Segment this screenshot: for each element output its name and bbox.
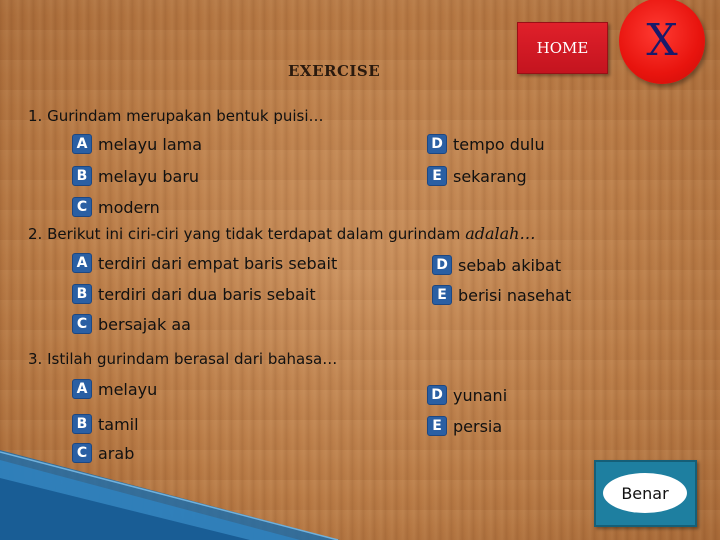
page-title: EXERCISE <box>288 62 381 80</box>
option-letter-badge: C <box>72 314 92 334</box>
option-letter-badge: C <box>72 197 92 217</box>
question-2-main: 2. Berikut ini ciri-ciri yang tidak terdapat dalam gurindam <box>28 225 466 243</box>
option-text: tamil <box>98 414 139 434</box>
option-letter-badge: B <box>72 284 92 304</box>
option-text: persia <box>453 416 503 436</box>
question-2-emphasis: adalah… <box>465 224 536 243</box>
q2-option-a[interactable] <box>72 253 337 273</box>
option-letter-badge: D <box>427 134 447 154</box>
option-text: melayu lama <box>98 134 203 154</box>
option-text: melayu <box>98 379 158 399</box>
option-text: sekarang <box>453 166 527 186</box>
option-letter-badge: A <box>72 253 92 273</box>
q2-option-e[interactable] <box>432 285 571 305</box>
option-letter-badge: B <box>72 166 92 186</box>
option-text: terdiri dari empat baris sebait <box>98 253 338 273</box>
option-text: berisi nasehat <box>458 285 572 305</box>
option-letter-badge: E <box>427 166 447 186</box>
q3-option-b[interactable] <box>72 414 139 434</box>
q3-option-d[interactable] <box>427 385 507 405</box>
benar-label: Benar <box>603 473 687 513</box>
q1-option-e[interactable] <box>427 166 527 186</box>
option-text: sebab akibat <box>458 255 562 275</box>
question-3-text: 3. Istilah gurindam berasal dari bahasa… <box>28 350 338 368</box>
question-1-text: 1. Gurindam merupakan bentuk puisi… <box>28 107 324 125</box>
option-letter-badge: D <box>432 255 452 275</box>
option-text: bersajak aa <box>98 314 191 334</box>
option-letter-badge: A <box>72 134 92 154</box>
option-text: melayu baru <box>98 166 200 186</box>
option-letter-badge: E <box>427 416 447 436</box>
option-text: tempo dulu <box>453 134 545 154</box>
option-letter-badge: A <box>72 379 92 399</box>
option-text: arab <box>98 443 135 463</box>
q2-option-d[interactable] <box>432 255 561 275</box>
close-button[interactable]: X <box>619 0 705 84</box>
option-text: yunani <box>453 385 508 405</box>
option-letter-badge: E <box>432 285 452 305</box>
q2-option-b[interactable] <box>72 284 316 304</box>
option-text: terdiri dari dua baris sebait <box>98 284 316 304</box>
home-button[interactable]: HOME <box>517 22 608 74</box>
question-2-text <box>28 224 535 243</box>
option-letter-badge: C <box>72 443 92 463</box>
option-letter-badge: B <box>72 414 92 434</box>
option-letter-badge: D <box>427 385 447 405</box>
corner-decoration <box>0 450 340 540</box>
q1-option-c[interactable] <box>72 197 160 217</box>
q2-option-c[interactable] <box>72 314 191 334</box>
q1-option-a[interactable] <box>72 134 202 154</box>
q1-option-d[interactable] <box>427 134 545 154</box>
benar-feedback-button[interactable] <box>594 460 697 527</box>
q3-option-e[interactable] <box>427 416 502 436</box>
q1-option-b[interactable] <box>72 166 199 186</box>
q3-option-a[interactable] <box>72 379 157 399</box>
option-text: modern <box>98 197 160 217</box>
